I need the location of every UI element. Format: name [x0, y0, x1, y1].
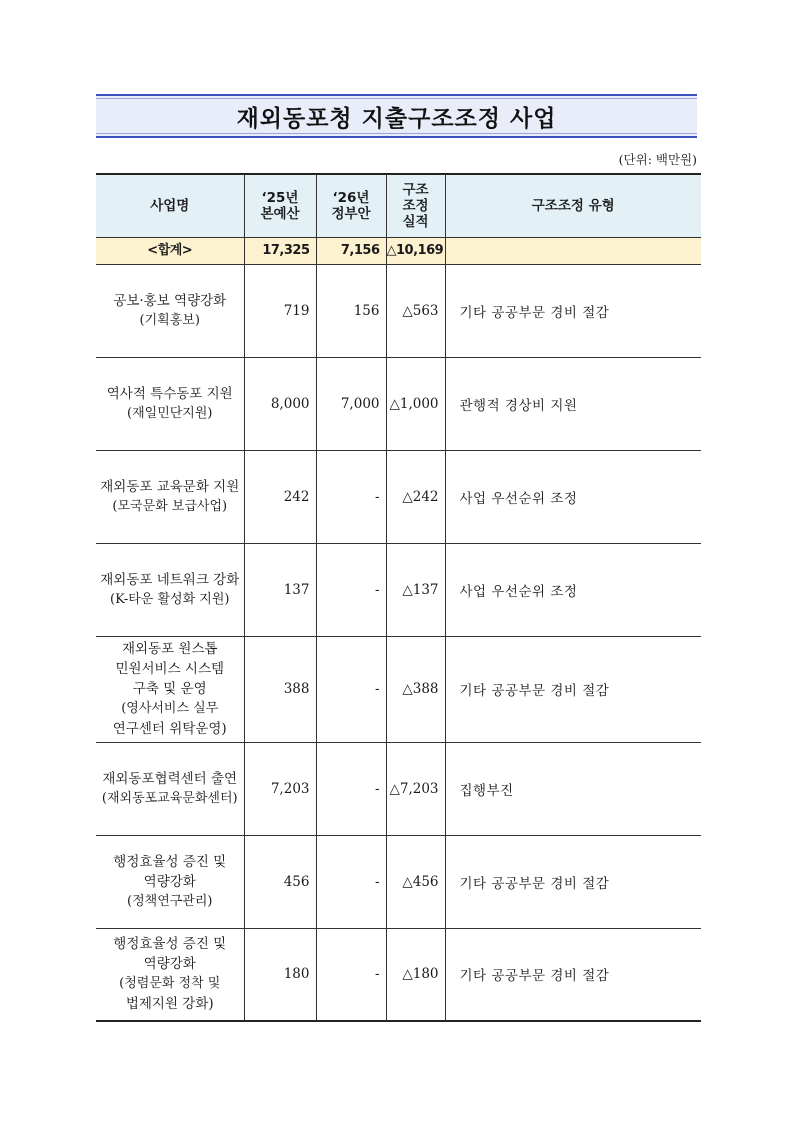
- row-gov26: 7,000: [316, 357, 386, 450]
- row-budget25: 242: [244, 450, 316, 543]
- table-row: [96, 636, 701, 742]
- total-gov26: 7,156: [316, 237, 386, 264]
- total-budget25: 17,325: [244, 237, 316, 264]
- table-row: [96, 357, 701, 450]
- row-result: △456: [386, 835, 445, 928]
- row-result: △1,000: [386, 357, 445, 450]
- row-budget25: 180: [244, 928, 316, 1021]
- row-name: 행정효율성 증진 및 역량강화 (청렴문화 정착 및 법제지원 강화): [96, 928, 244, 1021]
- row-name: 재외동포 네트워크 강화 (K-타운 활성화 지원): [96, 543, 244, 636]
- total-label: <합계>: [96, 237, 244, 264]
- row-name: 역사적 특수동포 지원 (재일민단지원): [96, 357, 244, 450]
- row-name: 재외동포 교육문화 지원 (모국문화 보급사업): [96, 450, 244, 543]
- table-row: [96, 742, 701, 835]
- row-type: 기타 공공부문 경비 절감: [445, 636, 701, 742]
- row-name: 공보·홍보 역량강화 (기획홍보): [96, 264, 244, 357]
- row-type: 집행부진: [445, 742, 701, 835]
- header-gov26: ‘26년 정부안: [316, 174, 386, 237]
- row-gov26: -: [316, 450, 386, 543]
- row-budget25: 388: [244, 636, 316, 742]
- row-budget25: 7,203: [244, 742, 316, 835]
- row-result: △242: [386, 450, 445, 543]
- header-row: [96, 174, 701, 237]
- table-row: [96, 835, 701, 928]
- header-type: 구조조정 유형: [445, 174, 701, 237]
- header-budget25: ‘25년 본예산: [244, 174, 316, 237]
- row-budget25: 456: [244, 835, 316, 928]
- row-result: △180: [386, 928, 445, 1021]
- header-name: 사업명: [96, 174, 244, 237]
- row-type: 기타 공공부문 경비 절감: [445, 928, 701, 1021]
- total-type: [445, 237, 701, 264]
- row-type: 사업 우선순위 조정: [445, 543, 701, 636]
- row-budget25: 137: [244, 543, 316, 636]
- row-name: 행정효율성 증진 및 역량강화 (정책연구관리): [96, 835, 244, 928]
- unit-label: (단위: 백만원): [618, 152, 697, 167]
- row-gov26: -: [316, 742, 386, 835]
- title-banner: [96, 94, 697, 138]
- row-type: 기타 공공부문 경비 절감: [445, 835, 701, 928]
- table-row: [96, 543, 701, 636]
- row-gov26: -: [316, 835, 386, 928]
- row-budget25: 719: [244, 264, 316, 357]
- row-result: △7,203: [386, 742, 445, 835]
- row-budget25: 8,000: [244, 357, 316, 450]
- row-type: 관행적 경상비 지원: [445, 357, 701, 450]
- total-result: △10,169: [386, 237, 445, 264]
- row-name: 재외동포 원스톱 민원서비스 시스템 구축 및 운영 (영사서비스 실무 연구센터 위탁운영): [96, 636, 244, 742]
- row-type: 기타 공공부문 경비 절감: [445, 264, 701, 357]
- row-result: △563: [386, 264, 445, 357]
- total-row: [96, 237, 701, 264]
- row-name: 재외동포협력센터 출연 (재외동포교육문화센터): [96, 742, 244, 835]
- page-title: 재외동포청 지출구조조정 사업: [236, 105, 557, 132]
- row-gov26: -: [316, 543, 386, 636]
- header-result: 구조 조정 실적: [386, 174, 445, 237]
- row-result: △388: [386, 636, 445, 742]
- row-gov26: -: [316, 928, 386, 1021]
- table-row: [96, 928, 701, 1021]
- row-gov26: 156: [316, 264, 386, 357]
- table-row: [96, 450, 701, 543]
- row-gov26: -: [316, 636, 386, 742]
- row-result: △137: [386, 543, 445, 636]
- row-type: 사업 우선순위 조정: [445, 450, 701, 543]
- table-row: [96, 264, 701, 357]
- restructuring-table: [96, 173, 701, 1022]
